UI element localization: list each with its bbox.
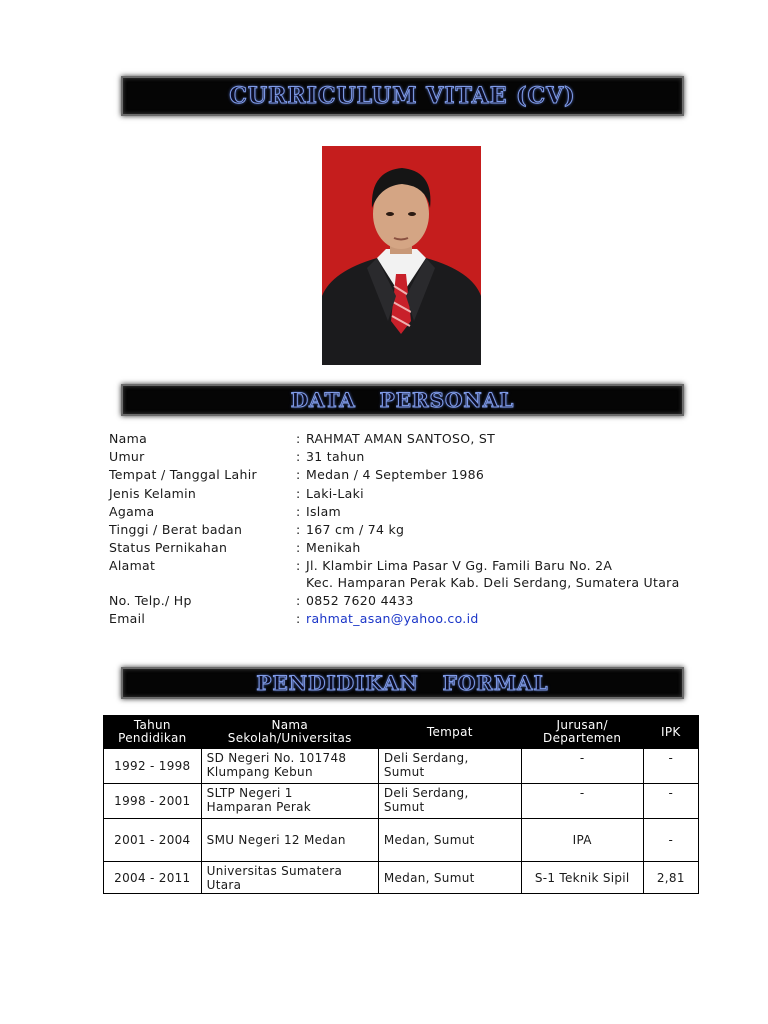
personal-row-agama	[109, 503, 709, 521]
cell-place: Medan, Sumut	[378, 819, 521, 862]
field-label: Email	[109, 610, 146, 626]
table-header-row	[104, 716, 699, 749]
education-banner	[121, 667, 684, 699]
field-label: Umur	[109, 449, 145, 465]
profile-photo	[322, 146, 481, 365]
field-value: Menikah	[306, 540, 361, 556]
cell-place: Medan, Sumut	[378, 862, 521, 894]
table-row	[104, 784, 699, 819]
field-colon: :	[296, 431, 301, 446]
field-colon: :	[296, 485, 301, 501]
personal-row-email	[109, 610, 709, 628]
personal-data-banner	[121, 384, 684, 416]
cell-major: IPA	[521, 819, 643, 862]
personal-data-title: DATA PERSONAL	[290, 388, 515, 412]
personal-row-tinggi-berat	[109, 521, 709, 539]
field-label: No. Telp./ Hp	[109, 592, 192, 608]
col-header-jurusan: Jurusan/ Departemen	[521, 716, 643, 749]
personal-row-umur	[109, 448, 709, 466]
cell-place: Deli Serdang, Sumut	[378, 784, 521, 819]
table-row	[104, 819, 699, 862]
personal-row-nama	[109, 430, 709, 448]
field-value: Laki-Laki	[306, 485, 364, 501]
cv-title-banner	[121, 76, 684, 116]
cell-year: 2001 - 2004	[104, 819, 202, 862]
field-colon: :	[296, 592, 301, 608]
field-label: Agama	[109, 503, 155, 519]
field-colon: :	[296, 558, 301, 574]
education-title: PENDIDIKAN FORMAL	[256, 671, 549, 695]
col-header-nama: Nama Sekolah/Universitas	[201, 716, 378, 749]
personal-row-alamat	[109, 557, 709, 575]
field-label: Tempat / Tanggal Lahir	[109, 467, 257, 483]
col-header-tahun: Tahun Pendidikan	[104, 716, 202, 749]
cell-school: SD Negeri No. 101748 Klumpang Kebun	[201, 749, 378, 784]
personal-row-telp	[109, 592, 709, 610]
personal-data-list	[109, 430, 709, 628]
field-value: Jl. Klambir Lima Pasar V Gg. Famili Baru No. 2A	[306, 558, 613, 574]
cell-major: -	[521, 784, 643, 819]
field-colon: :	[296, 521, 301, 537]
field-colon: :	[296, 540, 301, 556]
col-header-tempat: Tempat	[378, 716, 521, 749]
cell-year: 1998 - 2001	[104, 784, 202, 819]
field-label: Alamat	[109, 558, 156, 574]
field-label: Jenis Kelamin	[109, 485, 197, 501]
cell-major: -	[521, 749, 643, 784]
field-label: Status Pernikahan	[109, 540, 228, 556]
cell-place: Deli Serdang, Sumut	[378, 749, 521, 784]
table-row	[104, 862, 699, 894]
cell-gpa: 2,81	[643, 862, 698, 894]
field-value: 167 cm / 74 kg	[306, 521, 405, 537]
field-label: Tinggi / Berat badan	[109, 521, 243, 537]
cell-gpa: -	[643, 749, 698, 784]
education-table	[103, 715, 699, 894]
cell-year: 2004 - 2011	[104, 862, 202, 894]
personal-row-status	[109, 539, 709, 557]
field-value: Medan / 4 September 1986	[306, 467, 485, 483]
field-value: RAHMAT AMAN SANTOSO, ST	[306, 431, 496, 446]
cell-major: S-1 Teknik Sipil	[521, 862, 643, 894]
field-colon: :	[296, 503, 301, 519]
address-continuation: Kec. Hamparan Perak Kab. Deli Serdang, Sumatera Utara	[306, 574, 680, 590]
cell-gpa: -	[643, 784, 698, 819]
personal-row-jenis-kelamin	[109, 485, 709, 503]
cell-gpa: -	[643, 819, 698, 862]
field-label: Nama	[109, 431, 148, 446]
cv-title: CURRICULUM VITAE (CV)	[229, 83, 576, 109]
field-value: 0852 7620 4433	[306, 592, 414, 608]
table-row	[104, 749, 699, 784]
cell-year: 1992 - 1998	[104, 749, 202, 784]
field-colon: :	[296, 467, 301, 483]
field-colon: :	[296, 449, 301, 465]
field-colon: :	[296, 610, 301, 626]
field-value: Islam	[306, 503, 342, 519]
cell-school: SLTP Negeri 1 Hamparan Perak	[201, 784, 378, 819]
col-header-ipk: IPK	[643, 716, 698, 749]
email-link[interactable]: rahmat_asan@yahoo.co.id	[306, 610, 479, 626]
cell-school: Universitas Sumatera Utara	[201, 862, 378, 894]
cell-school: SMU Negeri 12 Medan	[201, 819, 378, 862]
personal-row-tempat-tanggal-lahir	[109, 466, 709, 484]
field-value: 31 tahun	[306, 449, 365, 465]
